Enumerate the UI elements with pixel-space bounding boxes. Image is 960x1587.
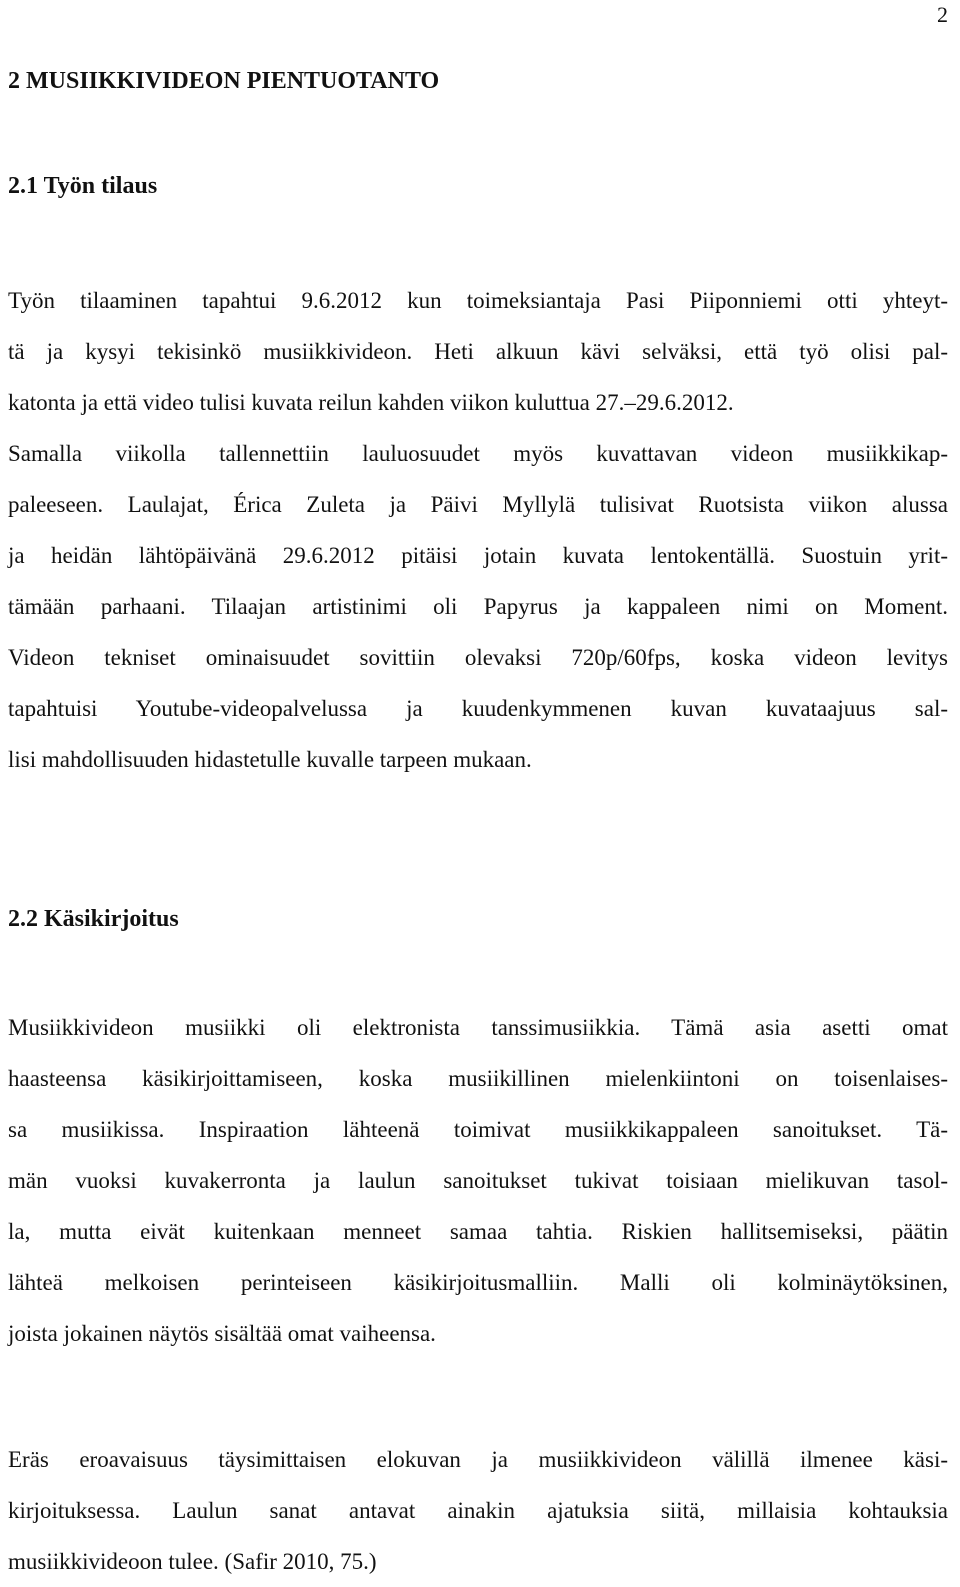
text-line: sa musiikissa. Inspiraation lähteenä toimivat musiikkikappaleen sanoitukset. Tä- xyxy=(8,1117,948,1142)
text-line: tapahtuisi Youtube-videopalvelussa ja kuudenkymmenen kuvan kuvataajuus sal- xyxy=(8,696,948,721)
text-line: Videon tekniset ominaisuudet sovittiin olevaksi 720p/60fps, koska videon levitys xyxy=(8,645,948,670)
text-line: joista jokainen näytös sisältää omat vaiheensa. xyxy=(8,1321,436,1346)
text-line: katonta ja että video tulisi kuvata reilun kahden viikon kuluttua 27.–29.6.2012. xyxy=(8,390,734,415)
text-line: Samalla viikolla tallennettiin lauluosuudet myös kuvattavan videon musiikkikap- xyxy=(8,441,948,466)
subsection-heading-tilaus: 2.1 Työn tilaus xyxy=(8,173,158,199)
page-number: 2 xyxy=(937,2,948,27)
text-line: kirjoituksessa. Laulun sanat antavat ainakin ajatuksia siitä, millaisia kohtauksia xyxy=(8,1498,948,1523)
text-line: män vuoksi kuvakerronta ja laulun sanoitukset tukivat toisiaan mielikuvan tasol- xyxy=(8,1168,948,1193)
text-line: Työn tilaaminen tapahtui 9.6.2012 kun toimeksiantaja Pasi Piiponniemi otti yhteyt- xyxy=(8,288,948,313)
text-line: musiikkivideoon tulee. (Safir 2010, 75.) xyxy=(8,1549,377,1574)
text-line: paleeseen. Laulajat, Érica Zuleta ja Päivi Myllylä tulisivat Ruotsista viikon alussa xyxy=(8,492,948,517)
paragraph-kasikirjoitus-1 xyxy=(8,1002,948,1359)
paragraph-kasikirjoitus-2 xyxy=(8,1434,948,1587)
text-line: lisi mahdollisuuden hidastetulle kuvalle tarpeen mukaan. xyxy=(8,747,532,772)
text-line: Musiikkivideon musiikki oli elektronista tanssimusiikkia. Tämä asia asetti omat xyxy=(8,1015,948,1040)
text-line: ja heidän lähtöpäivänä 29.6.2012 pitäisi jotain kuvata lentokentällä. Suostuin yrit- xyxy=(8,543,948,568)
text-line: haasteensa käsikirjoittamiseen, koska musiikillinen mielenkiintoni on toisenlaises- xyxy=(8,1066,948,1091)
text-line: tämään parhaani. Tilaajan artistinimi oli Papyrus ja kappaleen nimi on Moment. xyxy=(8,594,948,619)
text-line: Eräs eroavaisuus täysimittaisen elokuvan ja musiikkivideon välillä ilmenee käsi- xyxy=(8,1447,948,1472)
chapter-heading: 2 MUSIIKKIVIDEON PIENTUOTANTO xyxy=(8,68,440,94)
text-line: la, mutta eivät kuitenkaan menneet samaa tahtia. Riskien hallitsemiseksi, päätin xyxy=(8,1219,948,1244)
paragraph-tilaus xyxy=(8,275,948,785)
subsection-heading-kasikirjoitus: 2.2 Käsikirjoitus xyxy=(8,906,179,932)
text-line: tä ja kysyi tekisinkö musiikkivideon. Heti alkuun kävi selväksi, että työ olisi pal- xyxy=(8,339,948,364)
text-line: lähteä melkoisen perinteiseen käsikirjoitusmalliin. Malli oli kolminäytöksinen, xyxy=(8,1270,948,1295)
